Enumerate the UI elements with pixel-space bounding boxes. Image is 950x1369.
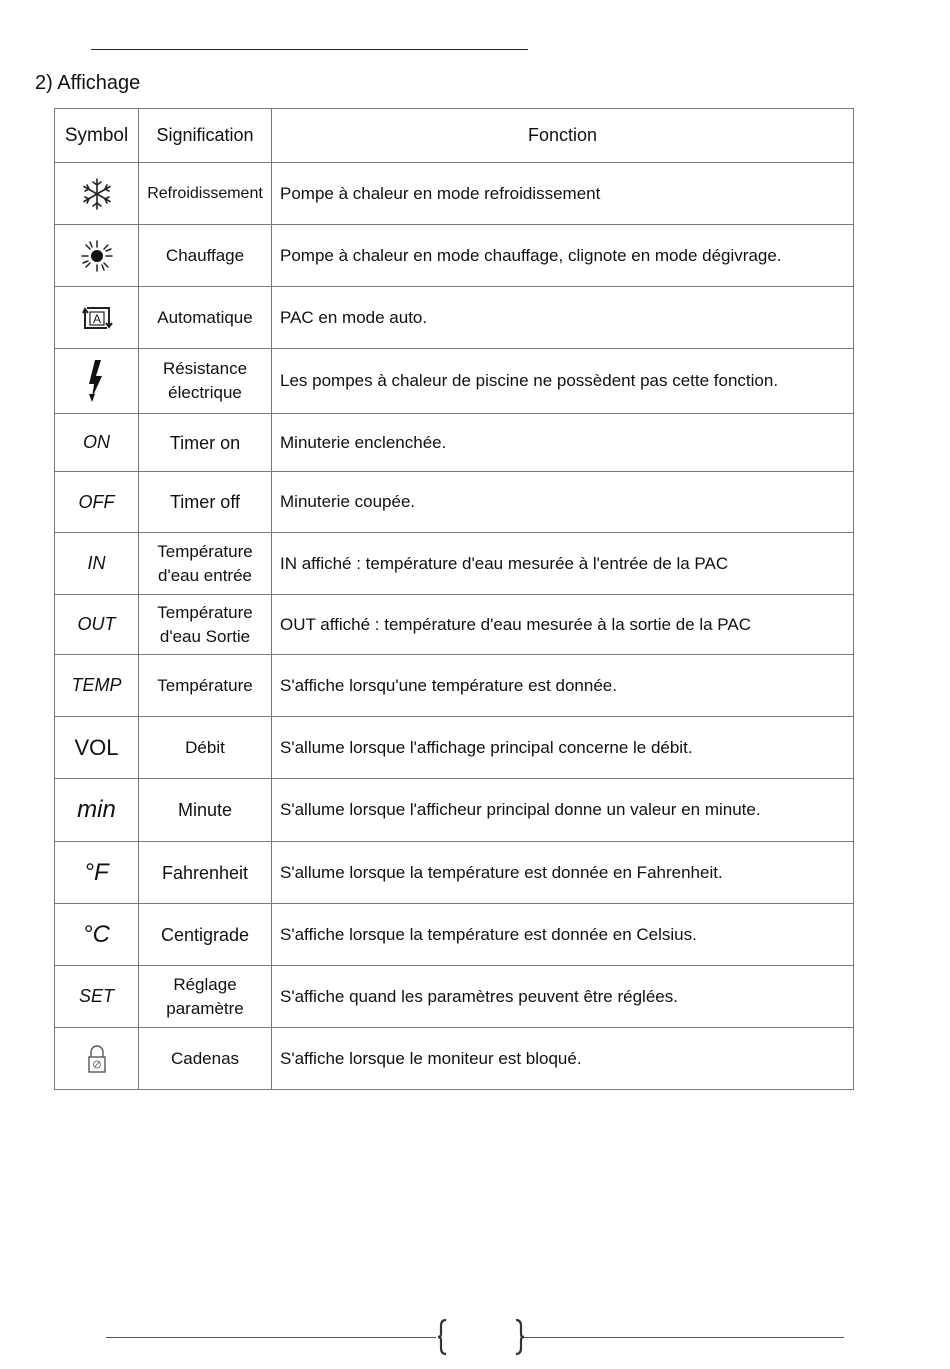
fonction-cell: Minuterie enclenchée. xyxy=(272,414,854,472)
lightning-icon xyxy=(85,358,109,404)
symbol-cell xyxy=(55,595,139,655)
table-row xyxy=(55,655,854,717)
table-row xyxy=(55,966,854,1028)
symbol-cell xyxy=(55,225,139,287)
symbol-text: OFF xyxy=(78,491,115,512)
symbol-cell xyxy=(55,533,139,595)
footer-rule-left xyxy=(106,1337,436,1338)
sun-icon xyxy=(79,238,115,274)
signification-cell xyxy=(139,595,272,655)
signification-line: Réglage xyxy=(173,974,237,994)
signification-cell: Refroidissement xyxy=(139,163,272,225)
symbol-text: SET xyxy=(78,986,114,1006)
symbol-cell xyxy=(55,1028,139,1090)
header-symbol: Symbol xyxy=(55,109,139,163)
section-title: 2) Affichage xyxy=(35,72,141,94)
signification-cell: Automatique xyxy=(139,287,272,349)
table-row xyxy=(55,287,854,349)
signification-cell: Température xyxy=(139,655,272,717)
symbol-text: ON xyxy=(83,432,110,452)
header-fonction: Fonction xyxy=(272,109,854,163)
table-row xyxy=(55,163,854,225)
signification-line: Température xyxy=(157,602,253,622)
fonction-cell: OUT affiché : température d'eau mesurée à la sortie de la PAC xyxy=(272,595,854,655)
symbol-text: VOL xyxy=(74,734,119,760)
fonction-cell: Les pompes à chaleur de piscine ne possèdent pas cette fonction. xyxy=(272,349,854,414)
fonction-cell: S'allume lorsque l'afficheur principal donne un valeur en minute. xyxy=(272,779,854,842)
symbol-cell xyxy=(55,655,139,717)
table-row xyxy=(55,414,854,472)
fonction-cell: IN affiché : température d'eau mesurée à l'entrée de la PAC xyxy=(272,533,854,595)
footer-rule-right xyxy=(524,1337,844,1338)
signification-cell: Centigrade xyxy=(139,904,272,966)
symbol-text: min xyxy=(77,796,116,823)
symbol-text: °F xyxy=(84,858,109,886)
snowflake-icon xyxy=(80,177,114,211)
symbol-text: °C xyxy=(83,920,110,948)
footer-bracket-left xyxy=(436,1318,450,1356)
symbol-text: TEMP xyxy=(71,675,122,695)
signification-line: d'eau entrée xyxy=(158,565,252,585)
header-rule xyxy=(91,49,528,50)
fonction-cell: Pompe à chaleur en mode refroidissement xyxy=(272,163,854,225)
fonction-cell: S'affiche lorsque la température est donnée en Celsius. xyxy=(272,904,854,966)
symbol-cell xyxy=(55,966,139,1028)
signification-cell: Minute xyxy=(139,779,272,842)
display-symbols-table xyxy=(54,108,854,1090)
table-row xyxy=(55,842,854,904)
symbol-cell xyxy=(55,472,139,533)
fonction-cell: Minuterie coupée. xyxy=(272,472,854,533)
table-row xyxy=(55,904,854,966)
symbol-text: OUT xyxy=(77,614,116,634)
symbol-cell xyxy=(55,349,139,414)
signification-cell xyxy=(139,966,272,1028)
table-row xyxy=(55,779,854,842)
table-row xyxy=(55,1028,854,1090)
padlock-icon xyxy=(87,1044,107,1074)
symbol-cell xyxy=(55,904,139,966)
fonction-cell: S'allume lorsque l'affichage principal concerne le débit. xyxy=(272,717,854,779)
signification-cell: Timer off xyxy=(139,472,272,533)
table-row xyxy=(55,225,854,287)
symbol-cell xyxy=(55,779,139,842)
symbol-cell xyxy=(55,842,139,904)
table-row xyxy=(55,595,854,655)
fonction-cell: S'affiche lorsqu'une température est donnée. xyxy=(272,655,854,717)
symbol-text: IN xyxy=(87,553,106,573)
signification-cell: Chauffage xyxy=(139,225,272,287)
symbol-cell xyxy=(55,287,139,349)
table-row xyxy=(55,533,854,595)
signification-line: Résistance xyxy=(162,359,248,378)
symbol-cell xyxy=(55,414,139,472)
auto-mode-icon xyxy=(79,303,115,333)
table-header-row xyxy=(55,109,854,163)
table-row xyxy=(55,717,854,779)
symbol-cell xyxy=(55,163,139,225)
symbol-cell xyxy=(55,717,139,779)
fonction-cell: S'affiche quand les paramètres peuvent être réglées. xyxy=(272,966,854,1028)
signification-line: électrique xyxy=(168,383,242,402)
fonction-cell: Pompe à chaleur en mode chauffage, clignote en mode dégivrage. xyxy=(272,225,854,287)
signification-line: paramètre xyxy=(166,998,244,1018)
fonction-cell: PAC en mode auto. xyxy=(272,287,854,349)
header-signification: Signification xyxy=(139,109,272,163)
signification-cell: Timer on xyxy=(139,414,272,472)
signification-cell: Débit xyxy=(139,717,272,779)
table-row xyxy=(55,472,854,533)
signification-line: d'eau Sortie xyxy=(159,626,251,646)
signification-cell: Fahrenheit xyxy=(139,842,272,904)
fonction-cell: S'affiche lorsque le moniteur est bloqué. xyxy=(272,1028,854,1090)
table-row xyxy=(55,349,854,414)
signification-cell: Cadenas xyxy=(139,1028,272,1090)
auto-mode-letter: A xyxy=(92,311,101,326)
fonction-cell: S'allume lorsque la température est donnée en Fahrenheit. xyxy=(272,842,854,904)
signification-cell xyxy=(139,533,272,595)
signification-cell xyxy=(139,349,272,414)
signification-line: Température xyxy=(157,541,253,561)
